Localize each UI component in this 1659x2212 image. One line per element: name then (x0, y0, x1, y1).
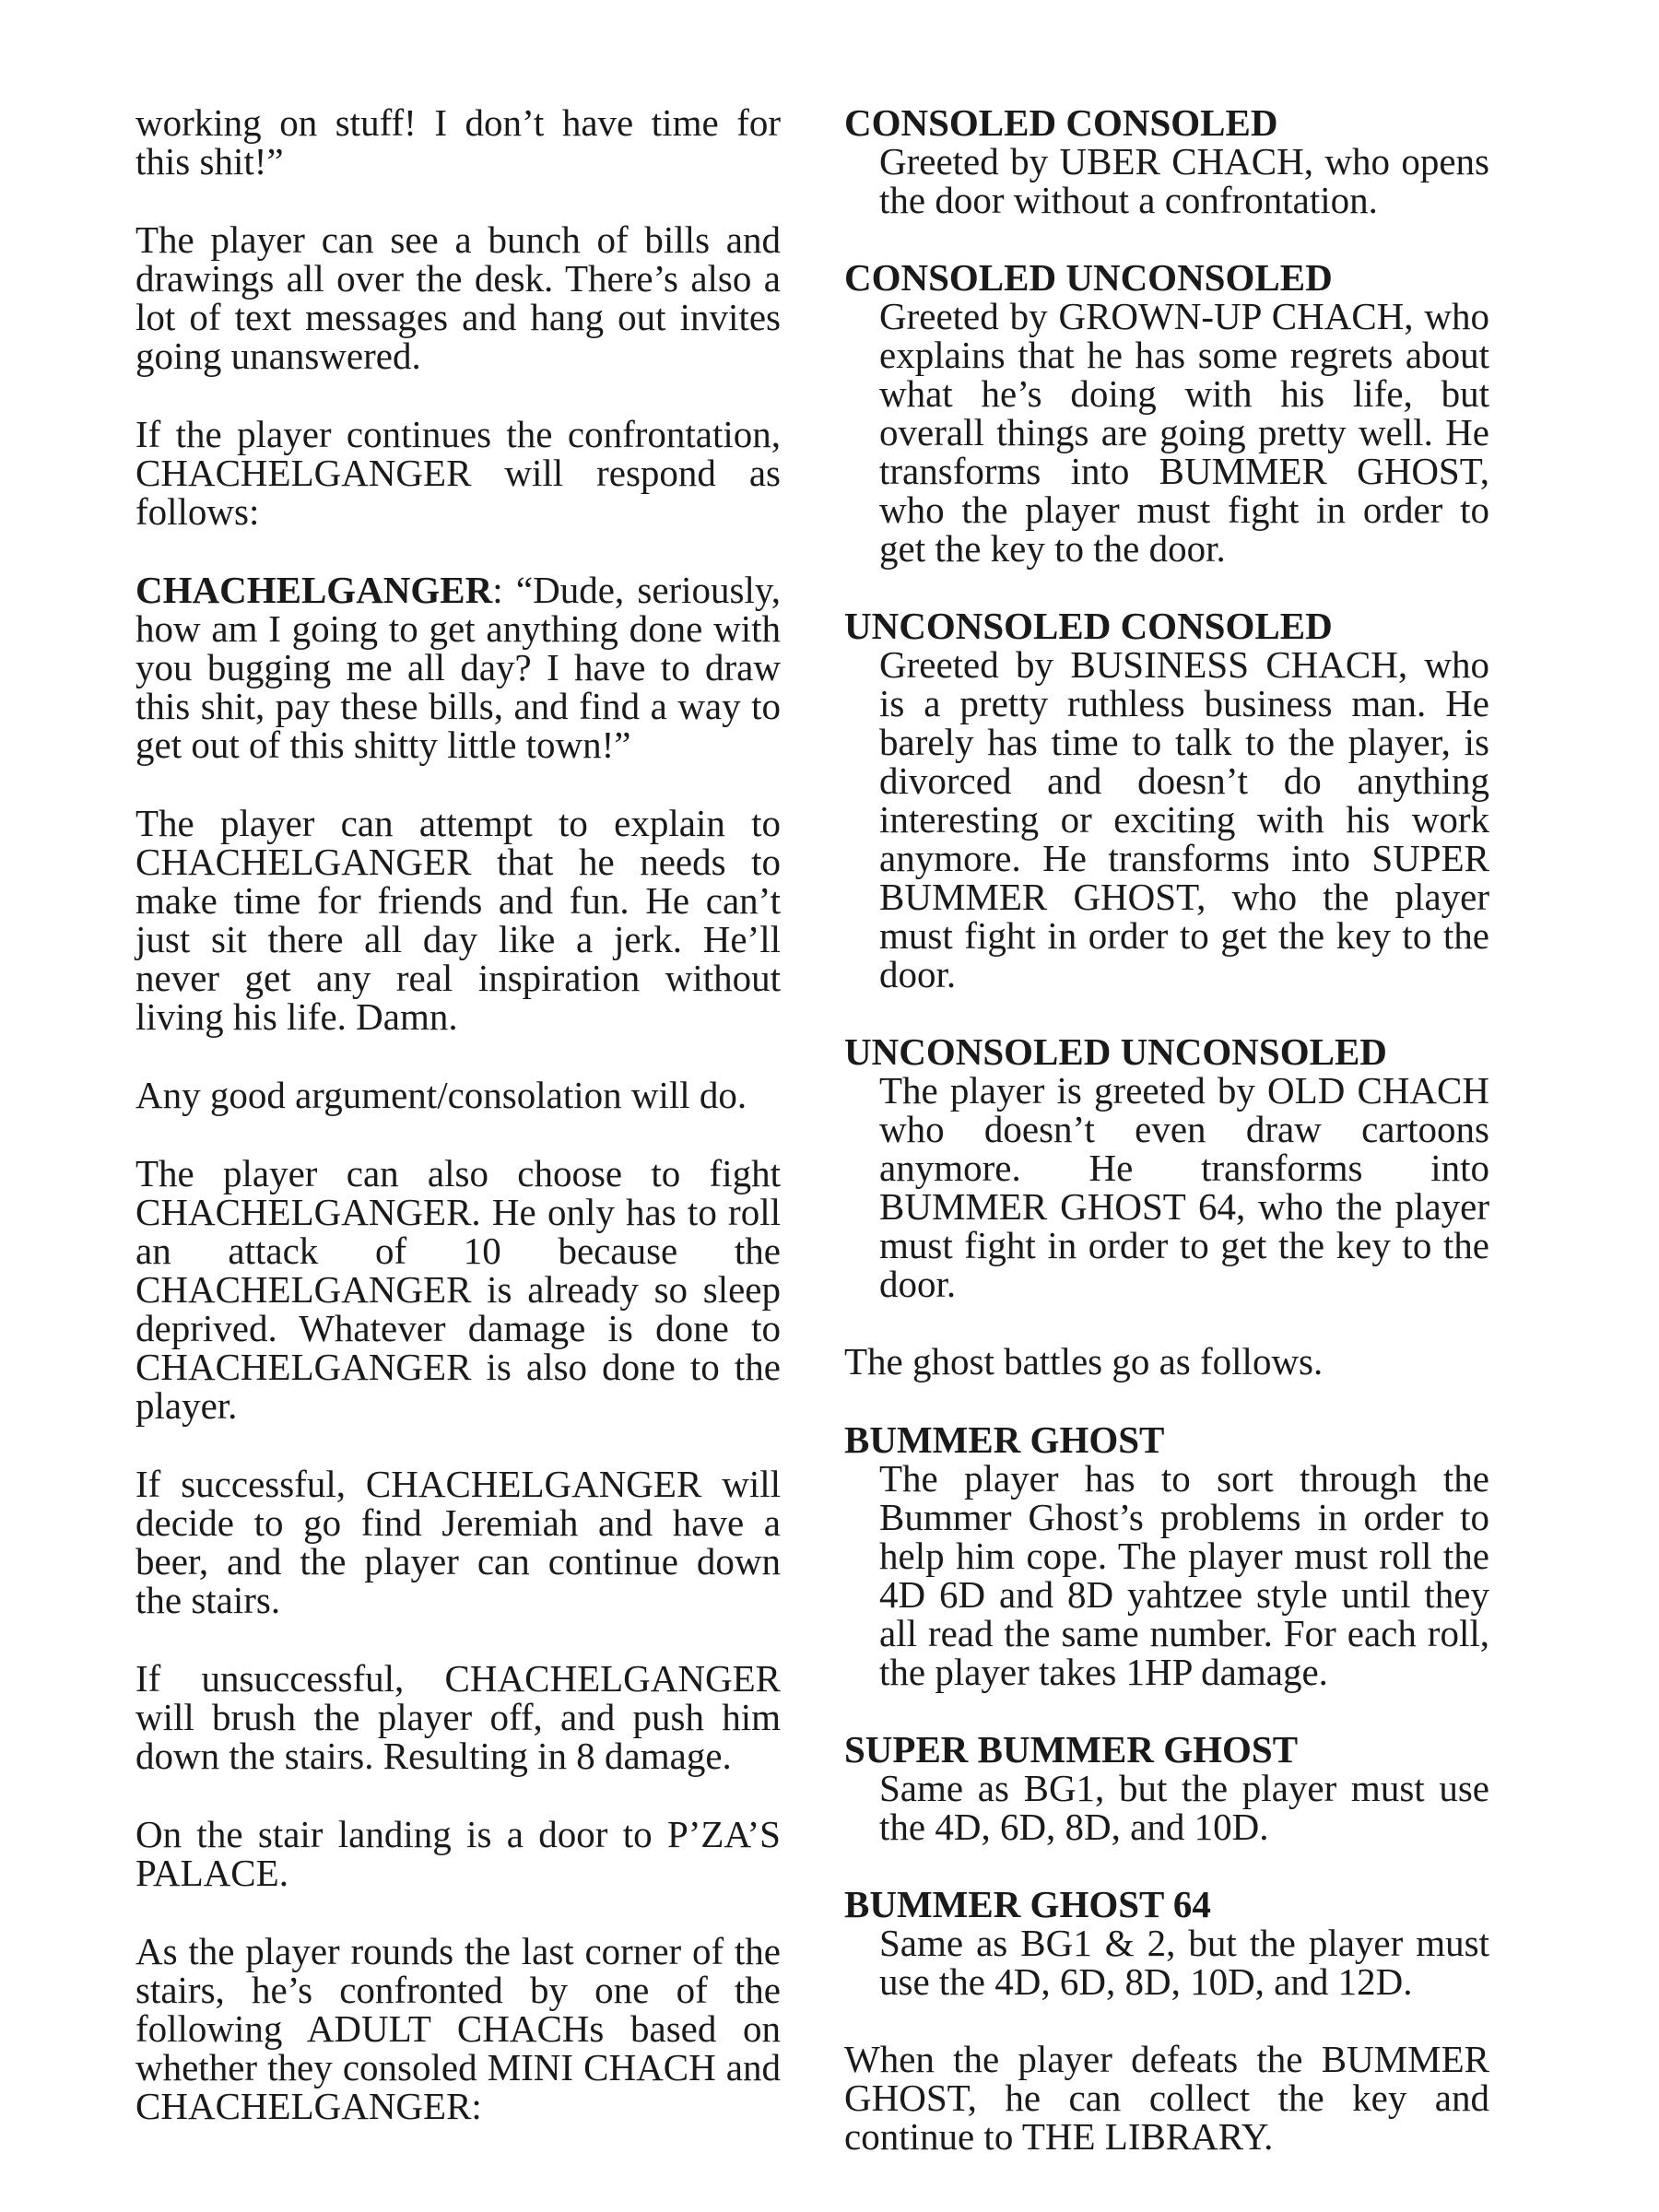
outcome-section (844, 1032, 1489, 1303)
paragraph: If the player continues the confrontation, CHACHELGANGER will respond as follows: (135, 413, 781, 533)
section-heading: CONSOLED CONSOLED (844, 101, 1278, 144)
section-body: The player has to sort through the Bummer Ghost’s problems in order to help him cope. The player must roll the 4D 6D and 8D yahtzee style until they all read the same number. For each roll, the player takes 1HP damage. (879, 1457, 1489, 1693)
paragraph: If unsuccessful, CHACHELGANGER will brush the player off, and push him down the stairs. Resulting in 8 damage. (135, 1657, 781, 1777)
section-body: Greeted by UBER CHACH, who opens the door without a confrontation. (879, 140, 1489, 221)
paragraph: If successful, CHACHELGANGER will decide to go find Jeremiah and have a beer, and the player can continue down the stairs. (135, 1463, 781, 1621)
section-body: Greeted by BUSINESS CHACH, who is a pretty ruthless business man. He barely has time to talk to the player, is divorced and doesn’t do anything interesting or exciting with his work anymore. He transforms into SUPER BUMMER GHOST, who the player must fight in order to get the key to the door. (879, 643, 1489, 995)
section-heading: SUPER BUMMER GHOST (844, 1728, 1299, 1771)
ghost-section (844, 1730, 1489, 1846)
section-heading: BUMMER GHOST (844, 1418, 1165, 1461)
section-heading: CONSOLED UNCONSOLED (844, 256, 1333, 299)
paragraph: When the player defeats the BUMMER GHOST, he can collect the key and continue to THE LIBRARY. (844, 2038, 1489, 2158)
section-heading: UNCONSOLED UNCONSOLED (844, 1030, 1387, 1073)
section-body: Same as BG1 & 2, but the player must use the 4D, 6D, 8D, 10D, and 12D. (879, 1922, 1489, 2003)
speaker-name: CHACHELGANGER (135, 569, 493, 611)
paragraph: The player can also choose to fight CHACHELGANGER. He only has to roll an attack of 10 because the CHACHELGANGER is already so sleep deprived. Whatever damage is done to CHACHELGANGER is also done to the player. (135, 1152, 781, 1427)
outcome-section (844, 103, 1489, 219)
right-column (844, 103, 1489, 2195)
dialogue-text: : “Dude, seriously, how am I going to get anything done with you bugging me all day? I have to draw this shit, pay these bills, and find a way to get out of this shitty little town!” (135, 569, 781, 766)
left-column (135, 103, 781, 2165)
ghost-section (844, 1885, 1489, 2001)
paragraph: As the player rounds the last corner of the stairs, he’s confronted by one of the following ADULT CHACHs based on whether they consoled MINI CHACH and CHACHELGANGER: (135, 1930, 781, 2127)
outcome-section (844, 606, 1489, 994)
section-heading: BUMMER GHOST 64 (844, 1883, 1211, 1925)
paragraph: The ghost battles go as follows. (844, 1340, 1324, 1382)
paragraph: The player can see a bunch of bills and drawings all over the desk. There’s also a lot of text messages and hang out invites going unanswered. (135, 218, 781, 377)
section-heading: UNCONSOLED CONSOLED (844, 605, 1333, 647)
paragraph: The player can attempt to explain to CHACHELGANGER that he needs to make time for friends and fun. He can’t just sit there all day like a jerk. He’ll never get any real inspiration without living his life. Damn. (135, 802, 781, 1038)
section-body: Greeted by GROWN-UP CHACH, who explains that he has some regrets about what he’s doing with his life, but overall things are going pretty well. He transforms into BUMMER GHOST, who the player must fight in order to get the key to the door. (879, 295, 1489, 570)
ghost-section (844, 1420, 1489, 1691)
paragraph: On the stair landing is a door to P’ZA’S PALACE. (135, 1813, 781, 1894)
paragraph: working on stuff! I don’t have time for this shit!” (135, 101, 781, 182)
outcome-section (844, 258, 1489, 568)
dialogue-paragraph (135, 571, 781, 764)
section-body: The player is greeted by OLD CHACH who doesn’t even draw cartoons anymore. He transforms into BUMMER GHOST 64, who the player must fight in order to get the key to the door. (879, 1069, 1489, 1305)
paragraph: Any good argument/consolation will do. (135, 1074, 747, 1116)
section-body: Same as BG1, but the player must use the 4D, 6D, 8D, and 10D. (879, 1767, 1489, 1848)
